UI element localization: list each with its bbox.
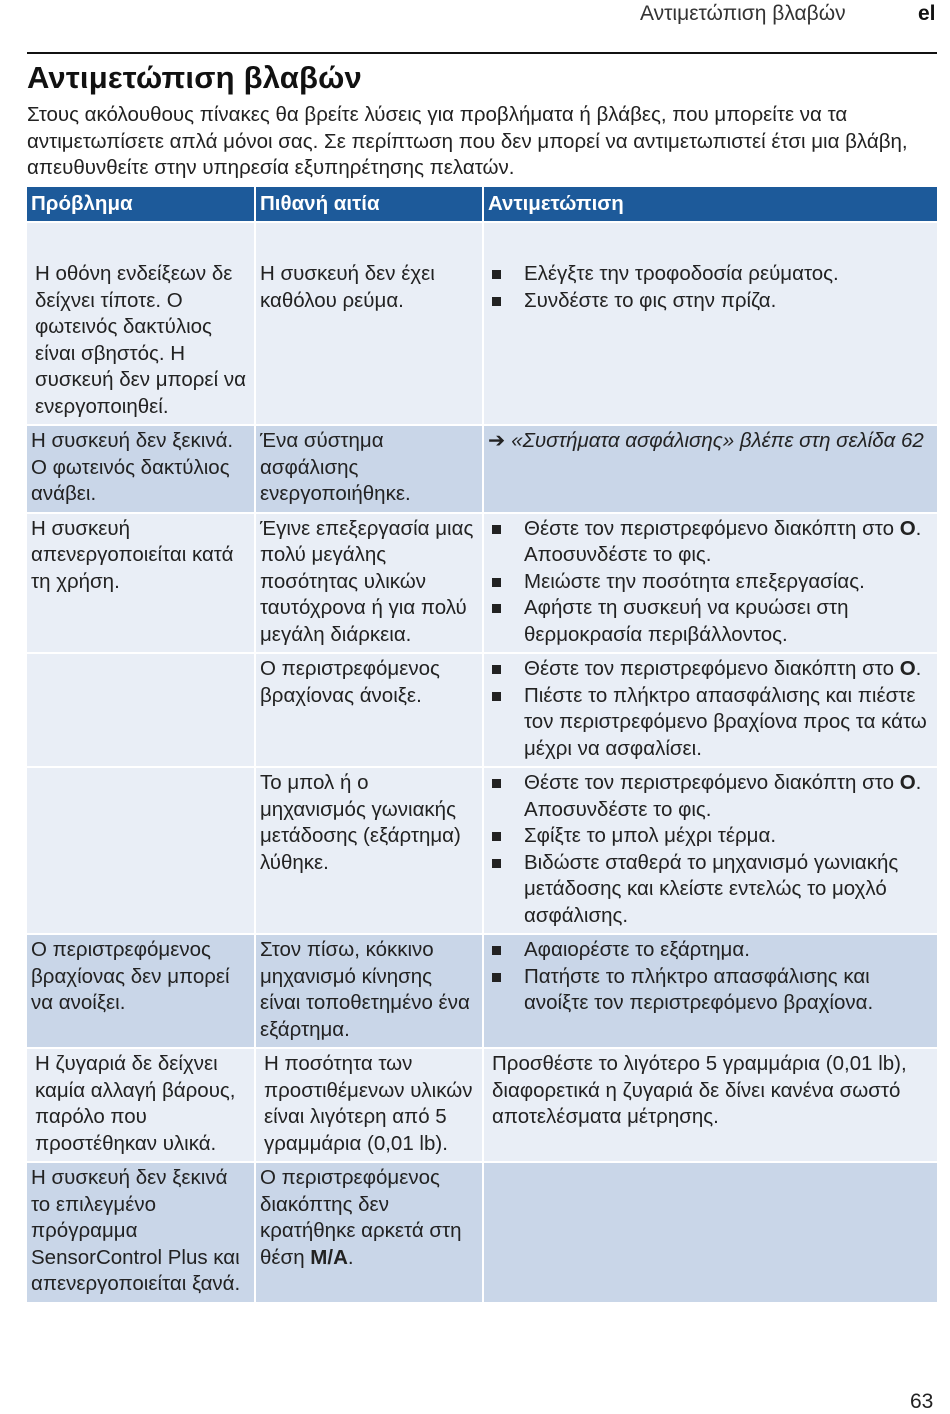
cause-cell: Η συσκευή δεν έχει καθόλου ρεύμα. [255, 222, 483, 425]
remedy-step: Αφήστε τη συσκευή να κρυώσει στη θερμοκρασία περιβάλλοντος. [488, 595, 933, 648]
remedy-cell [483, 1162, 937, 1302]
remedy-step: Θέστε τον περιστρεφόμενο διακόπτη στο O. Αποσυνδέστε το φις. [488, 516, 933, 569]
table-row [27, 1048, 937, 1162]
arrow-right-icon: ➔ [488, 429, 506, 452]
running-header-title: Αντιμετώπιση βλαβών [640, 2, 846, 25]
bullet-icon [492, 946, 501, 955]
cross-reference[interactable]: ➔ «Συστήματα ασφάλισης» βλέπε στη σελίδα 62 [488, 429, 924, 452]
column-header-cause: Πιθανή αιτία [255, 187, 483, 222]
bullet-icon [492, 604, 501, 613]
column-header-remedy: Αντιμετώπιση [483, 187, 937, 222]
table-row [27, 513, 937, 654]
bullet-icon [492, 578, 501, 587]
page-title: Αντιμετώπιση βλαβών [27, 60, 362, 95]
intro-paragraph: Στους ακόλουθους πίνακες θα βρείτε λύσεις για προβλήματα ή βλάβες, που μπορείτε να τα αντιμετωπίσετε απλά μόνοι σας. Σε περίπτωση που δεν μπορεί να αντιμετωπιστεί έτσι μια βλάβη, απευθυνθείτε στην υπηρεσία εξυπηρέτησης πελατών. [27, 103, 908, 179]
bullet-icon [492, 692, 501, 701]
remedy-cell [483, 513, 937, 654]
cause-cell: Η ποσότητα των προστιθέμενων υλικών είναι λιγότερη από 5 γραμμάρια (0,01 lb). [255, 1048, 483, 1162]
remedy-step: Πιέστε το πλήκτρο απασφάλισης και πιέστε τον περιστρεφόμενο βραχίονα προς τα κάτω μέχρι να ασφαλίσει. [488, 683, 933, 763]
problem-cell: Η συσκευή δεν ξεκινά. Ο φωτεινός δακτύλιος ανάβει. [27, 425, 255, 513]
remedy-step: Μειώστε την ποσότητα επεξεργασίας. [488, 569, 933, 596]
column-header-problem: Πρόβλημα [27, 187, 255, 222]
cause-cell: Ένα σύστημα ασφάλισης ενεργοποιήθηκε. [255, 425, 483, 513]
bullet-icon [492, 973, 501, 982]
remedy-cell [483, 425, 937, 513]
cause-cell: Έγινε επεξεργασία μιας πολύ μεγάλης ποσότητας υλικών ταυτόχρονα ή για πολύ μεγάλη διάρκεια. [255, 513, 483, 654]
remedy-step: Βιδώστε σταθερά το μηχανισμό γωνιακής μετάδοσης και κλείστε εντελώς το μοχλό ασφάλισης. [488, 850, 933, 930]
troubleshooting-table [27, 187, 937, 1302]
off-position-symbol: O [899, 771, 916, 794]
bullet-icon [492, 525, 501, 534]
bullet-icon [492, 665, 501, 674]
remedy-step: Αφαιορέστε το εξάρτημα. [488, 937, 933, 964]
bullet-icon [492, 859, 501, 868]
cause-cell: Ο περιστρεφόμενος διακόπτης δεν κρατήθηκε αρκετά στη θέση M/A. [255, 1162, 483, 1302]
remedy-cell: Προσθέστε το λιγότερο 5 γραμμάρια (0,01 lb), διαφορετικά η ζυγαριά δε δίνει κανένα σωστό αποτελέσματα μέτρησης. [483, 1048, 937, 1162]
table-row [27, 767, 937, 934]
table-row [27, 653, 937, 767]
problem-cell: Η οθόνη ενδείξεων δε δείχνει τίποτε. Ο φωτεινός δακτύλιος είναι σβηστός. Η συσκευή δεν μπορεί να ενεργοποιηθεί. [27, 222, 255, 425]
remedy-step: Πατήστε το πλήκτρο απασφάλισης και ανοίξτε τον περιστρεφόμενο βραχίονα. [488, 964, 933, 1017]
table-header-row [27, 187, 937, 222]
problem-cell [27, 653, 255, 767]
program-position-label: M/A [310, 1245, 348, 1269]
header-divider [27, 52, 937, 54]
page-number: 63 [910, 1390, 934, 1413]
problem-cell [27, 767, 255, 934]
remedy-step: Θέστε τον περιστρεφόμενο διακόπτη στο O. Αποσυνδέστε το φις. [488, 770, 933, 823]
bullet-icon [492, 832, 501, 841]
cause-cell: Ο περιστρεφόμενος βραχίονας άνοιξε. [255, 653, 483, 767]
table-row [27, 222, 937, 425]
remedy-step: Θέστε τον περιστρεφόμενο διακόπτη στο O. [488, 656, 933, 683]
problem-cell: Ο περιστρεφόμενος βραχίονας δεν μπορεί να ανοίξει. [27, 934, 255, 1048]
remedy-cell [483, 222, 937, 425]
remedy-cell [483, 653, 937, 767]
table-row [27, 1162, 937, 1302]
remedy-cell [483, 934, 937, 1048]
remedy-step: Ελέγξτε την τροφοδοσία ρεύματος. [488, 261, 933, 288]
language-code: el [918, 2, 936, 25]
bullet-icon [492, 779, 501, 788]
remedy-step: Σφίξτε το μπολ μέχρι τέρμα. [488, 823, 933, 850]
problem-cell: Η συσκευή δεν ξεκινά το επιλεγμένο πρόγραμμα SensorControl Plus και απενεργοποιείται ξανά. [27, 1162, 255, 1302]
table-row [27, 425, 937, 513]
bullet-icon [492, 270, 501, 279]
off-position-symbol: O [899, 516, 916, 540]
cause-cell: Το μπολ ή ο μηχανισμός γωνιακής μετάδοσης (εξάρτημα) λύθηκε. [255, 767, 483, 934]
bullet-icon [492, 297, 501, 306]
remedy-cell [483, 767, 937, 934]
remedy-step: Συνδέστε το φις στην πρίζα. [488, 288, 933, 315]
cause-cell: Στον πίσω, κόκκινο μηχανισμό κίνησης είναι τοποθετημένο ένα εξάρτημα. [255, 934, 483, 1048]
table-row [27, 934, 937, 1048]
problem-cell: Η ζυγαριά δε δείχνει καμία αλλαγή βάρους, παρόλο που προστέθηκαν υλικά. [27, 1048, 255, 1162]
problem-cell: Η συσκευή απενεργοποιείται κατά τη χρήση. [27, 513, 255, 654]
off-position-symbol: O [899, 657, 916, 680]
